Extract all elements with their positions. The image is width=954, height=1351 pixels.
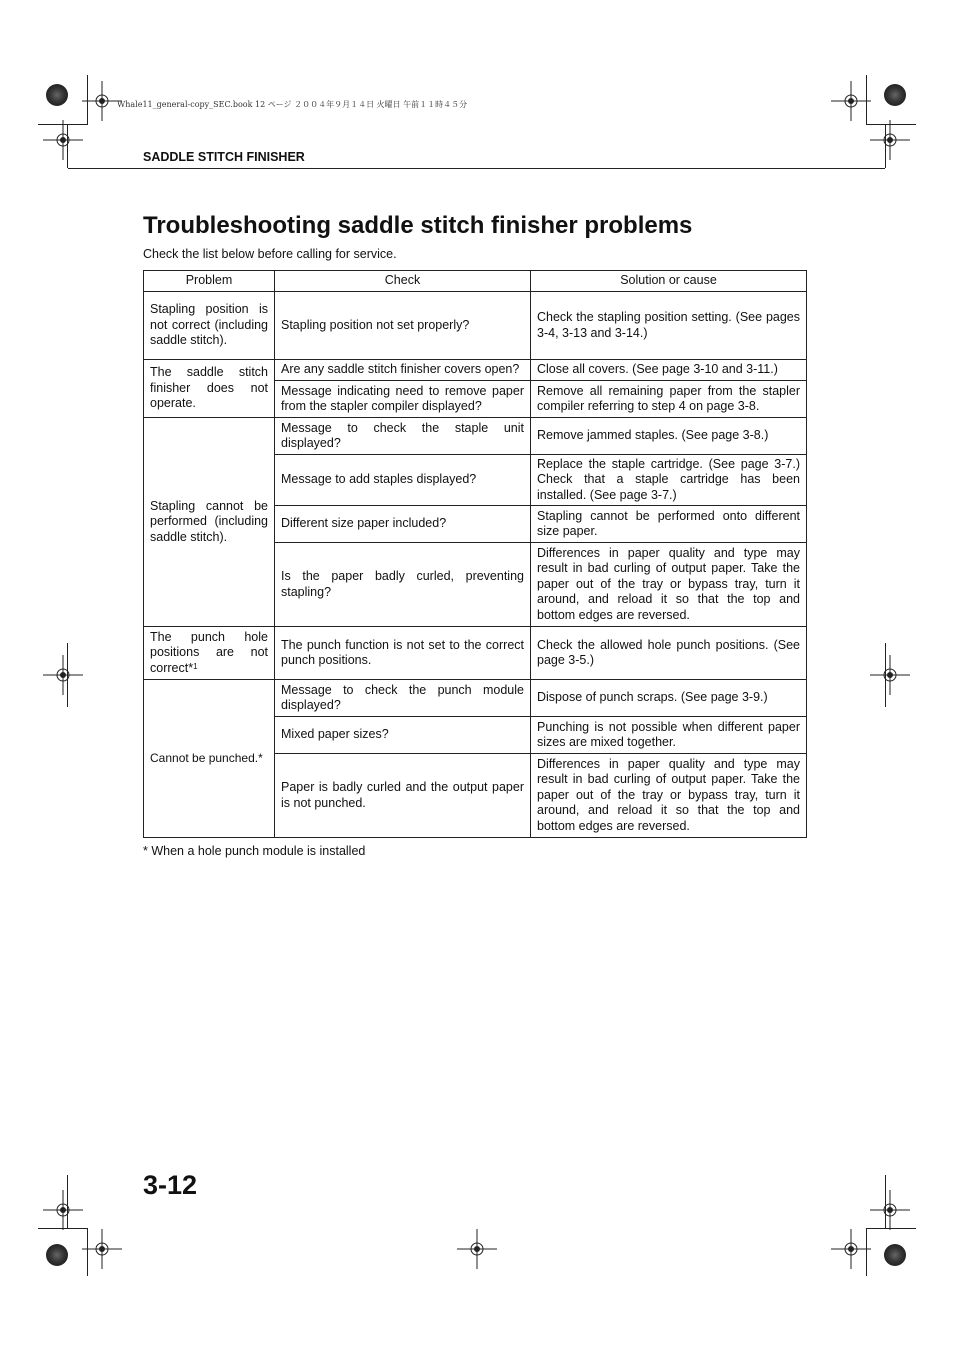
solution-cell: Remove jammed staples. (See page 3-8.) xyxy=(531,418,807,455)
check-cell: Is the paper badly curled, preventing stapling? xyxy=(275,543,531,627)
table-row xyxy=(144,680,807,717)
registration-mark-icon xyxy=(82,81,122,121)
problem-cell: Cannot be punched.* xyxy=(144,680,275,838)
check-cell: Message to check the staple unit displayed? xyxy=(275,418,531,455)
page-number: 3-12 xyxy=(143,1170,198,1200)
column-header-problem: Problem xyxy=(144,271,275,292)
footnote: * When a hole punch module is installed xyxy=(143,844,366,858)
table-row xyxy=(144,627,807,680)
problem-cell: Stapling position is not correct (including saddle stitch). xyxy=(144,292,275,360)
registration-mark-icon xyxy=(870,120,910,160)
check-cell: Are any saddle stitch finisher covers open? xyxy=(275,360,531,381)
check-cell: Mixed paper sizes? xyxy=(275,717,531,754)
check-cell: Paper is badly curled and the output paper is not punched. xyxy=(275,754,531,838)
problem-text: The punch hole positions are not correct* xyxy=(150,629,268,675)
problem-cell: The saddle stitch finisher does not operate. xyxy=(144,360,275,418)
color-target-icon xyxy=(46,84,68,106)
check-cell: Message to check the punch module displayed? xyxy=(275,680,531,717)
solution-cell: Remove all remaining paper from the stapler compiler referring to step 4 on page 3-8. xyxy=(531,381,807,418)
problem-cell: Stapling cannot be performed (including saddle stitch). xyxy=(144,418,275,627)
check-cell: Different size paper included? xyxy=(275,506,531,543)
solution-cell: Check the stapling position setting. (See pages 3-4, 3-13 and 3-14.) xyxy=(531,292,807,360)
solution-cell: Differences in paper quality and type may result in bad curling of output paper. Take the paper out of the tray or bypass tray, turn it around, and reload it so that the top and bottom edges are reversed. xyxy=(531,754,807,838)
running-head: SADDLE STITCH FINISHER xyxy=(143,150,305,164)
table-row xyxy=(144,418,807,455)
color-target-icon xyxy=(884,1244,906,1266)
solution-cell: Close all covers. (See page 3-10 and 3-11.) xyxy=(531,360,807,381)
registration-mark-icon xyxy=(457,1229,497,1269)
column-header-solution: Solution or cause xyxy=(531,271,807,292)
solution-cell: Differences in paper quality and type may result in bad curling of output paper. Take the paper out of the tray or bypass tray, turn it around, and reload it so that the top and bottom edges are reversed. xyxy=(531,543,807,627)
registration-mark-icon xyxy=(43,120,83,160)
check-cell: Message to add staples displayed? xyxy=(275,455,531,506)
color-target-icon xyxy=(46,1244,68,1266)
registration-mark-icon xyxy=(43,1190,83,1230)
registration-mark-icon xyxy=(43,655,83,695)
table-row xyxy=(144,292,807,360)
color-target-icon xyxy=(884,84,906,106)
registration-mark-icon xyxy=(831,81,871,121)
solution-cell: Stapling cannot be performed onto different size paper. xyxy=(531,506,807,543)
footnote-ref: 1 xyxy=(193,661,198,671)
check-cell: Stapling position not set properly? xyxy=(275,292,531,360)
page-title: Troubleshooting saddle stitch finisher problems xyxy=(143,212,693,239)
solution-cell: Check the allowed hole punch positions. (See page 3-5.) xyxy=(531,627,807,680)
file-info: Whale11_general-copy_SEC.book 12 ページ ２００４年９月１４日 火曜日 午前１１時４５分 xyxy=(117,100,468,109)
column-header-check: Check xyxy=(275,271,531,292)
registration-mark-icon xyxy=(831,1229,871,1269)
intro-text: Check the list below before calling for service. xyxy=(143,247,397,261)
table-row xyxy=(144,360,807,381)
check-cell: The punch function is not set to the correct punch positions. xyxy=(275,627,531,680)
solution-cell: Punching is not possible when different paper sizes are mixed together. xyxy=(531,717,807,754)
solution-cell: Replace the staple cartridge. (See page 3-7.) Check that a staple cartridge has been installed. (See page 3-7.) xyxy=(531,455,807,506)
check-cell: Message indicating need to remove paper from the stapler compiler displayed? xyxy=(275,381,531,418)
troubleshooting-table xyxy=(143,270,807,838)
registration-mark-icon xyxy=(870,1190,910,1230)
header-rule xyxy=(68,168,885,169)
table-header-row xyxy=(144,271,807,292)
problem-cell xyxy=(144,627,275,680)
registration-mark-icon xyxy=(870,655,910,695)
registration-mark-icon xyxy=(82,1229,122,1269)
solution-cell: Dispose of punch scraps. (See page 3-9.) xyxy=(531,680,807,717)
